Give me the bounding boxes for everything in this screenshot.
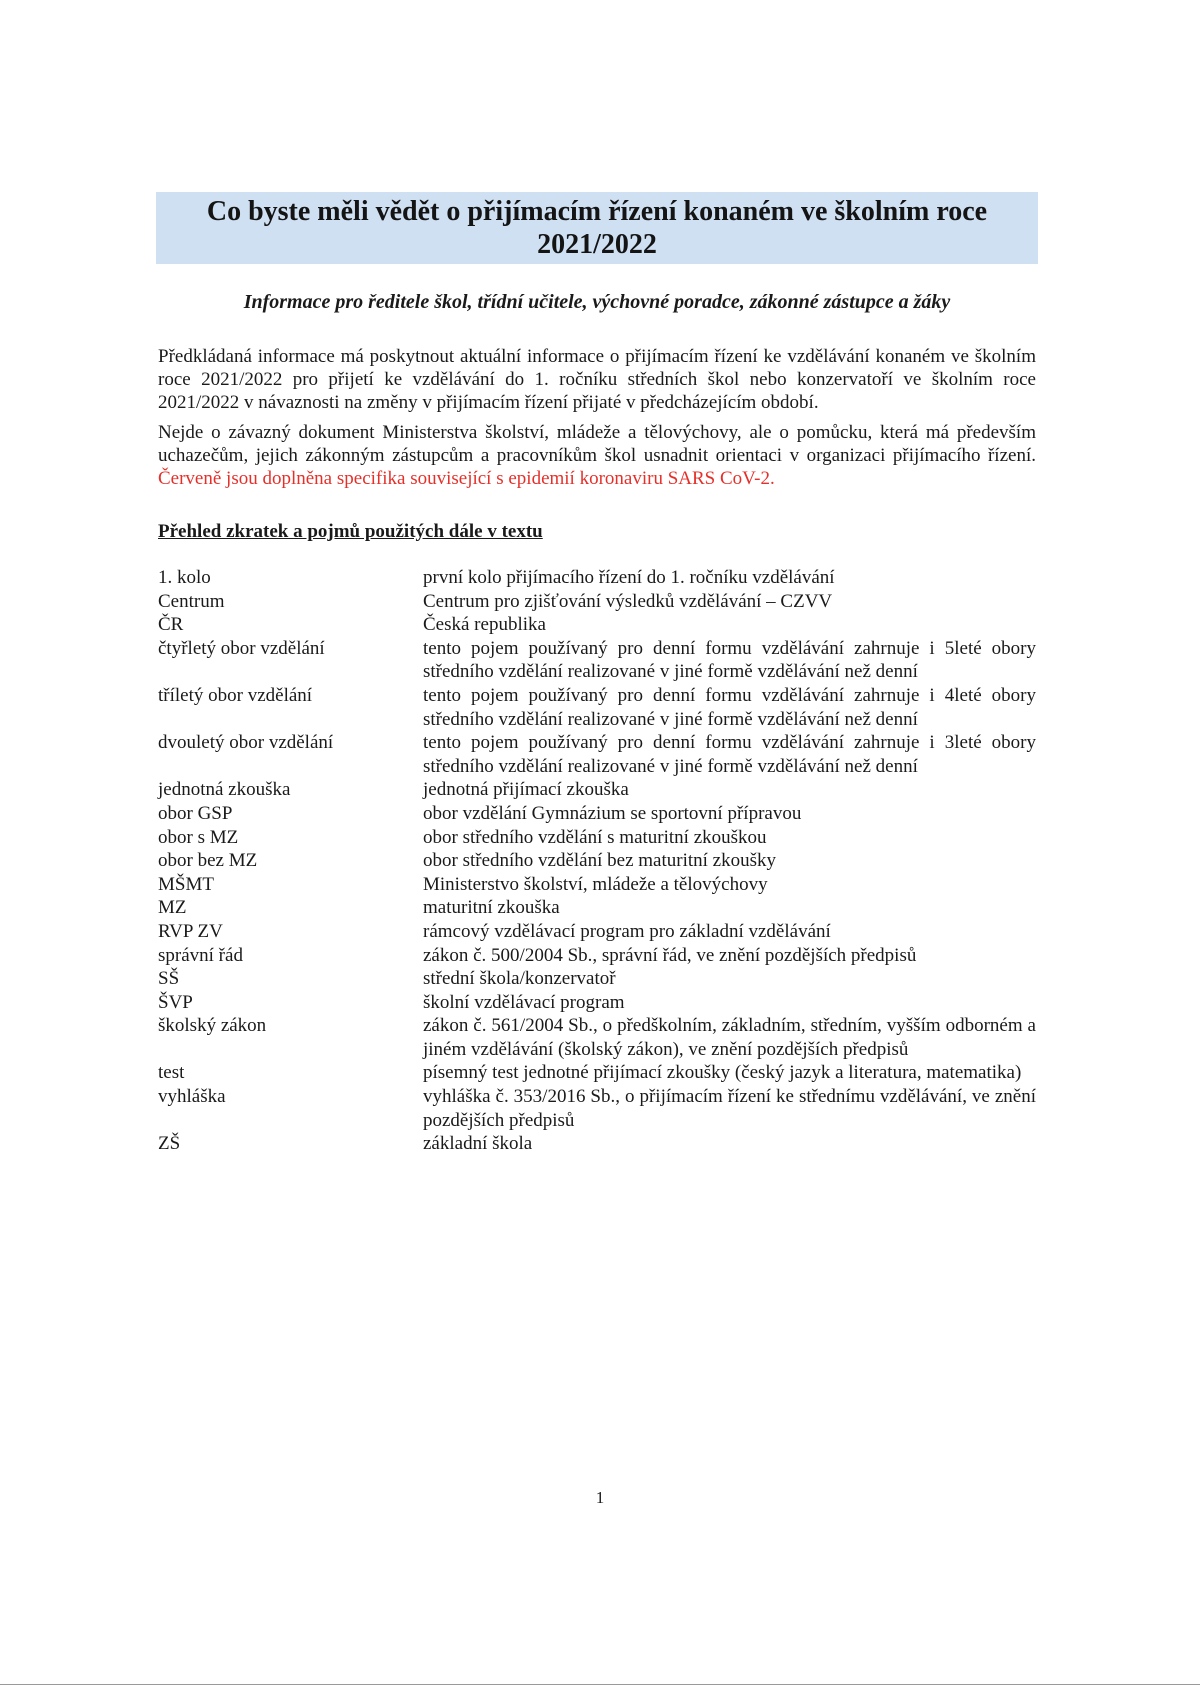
glossary-term: SŠ: [158, 968, 180, 990]
glossary-row: [158, 1061, 1036, 1085]
glossary-definition: zákon č. 561/2004 Sb., o předškolním, základním, středním, vyšším odborném a jiném vzdělávání (školský zákon), ve znění pozdějších předpisů: [423, 1015, 1036, 1060]
glossary-definition: vyhláška č. 353/2016 Sb., o přijímacím řízení ke střednímu vzdělávání, ve znění pozdějších předpisů: [423, 1086, 1036, 1131]
glossary-term: ZŠ: [158, 1133, 181, 1155]
glossary-definition: školní vzdělávací program: [423, 991, 625, 1013]
glossary-term: obor s MZ: [158, 826, 239, 848]
glossary-definition: tento pojem používaný pro denní formu vzdělávání zahrnuje i 3leté obory středního vzdělání realizované v jiné formě vzdělávání než denní: [423, 732, 1036, 777]
glossary-row: [158, 731, 1036, 778]
glossary-term: obor bez MZ: [158, 850, 258, 872]
glossary-definition: střední škola/konzervatoř: [423, 968, 616, 990]
glossary-row: [158, 849, 1036, 873]
glossary-definition: obor vzdělání Gymnázium se sportovní přípravou: [423, 802, 802, 824]
glossary-row: [158, 920, 1036, 944]
glossary-row: [158, 566, 1036, 590]
glossary-definition: zákon č. 500/2004 Sb., správní řád, ve znění pozdějších předpisů: [423, 944, 917, 966]
glossary-definition: rámcový vzdělávací program pro základní vzdělávání: [423, 920, 831, 942]
glossary-row: [158, 802, 1036, 826]
glossary-term: vyhláška: [158, 1086, 226, 1108]
glossary-row: [158, 991, 1036, 1015]
glossary-body: [158, 566, 1036, 1156]
glossary-definition: Ministerstvo školství, mládeže a tělovýchovy: [423, 873, 768, 895]
glossary-table: [158, 566, 1036, 1156]
document-subtitle: Informace pro ředitele škol, třídní učitele, výchovné poradce, zákonné zástupce a žáky: [243, 291, 951, 313]
glossary-row: [158, 778, 1036, 802]
document-title-line-1: Co byste měli vědět o přijímacím řízení konaném ve školním roce: [206, 196, 988, 227]
glossary-row: [158, 613, 1036, 637]
glossary-row: [158, 1085, 1036, 1132]
glossary-definition: obor středního vzdělání s maturitní zkouškou: [423, 826, 767, 848]
glossary-term: jednotná zkouška: [158, 779, 291, 801]
glossary-term: Centrum: [158, 590, 225, 612]
glossary-term: ŠVP: [158, 991, 193, 1013]
glossary-term: test: [158, 1062, 185, 1084]
glossary-row: [158, 1132, 1036, 1156]
document-title-line-2: 2021/2022: [537, 229, 657, 260]
glossary-term: obor GSP: [158, 802, 233, 824]
glossary-term: 1. kolo: [158, 567, 211, 588]
glossary-definition: Centrum pro zjišťování výsledků vzdělávání – CZVV: [423, 590, 833, 612]
glossary-term: ČR: [158, 614, 184, 636]
intro-paragraph-1-text: Předkládaná informace má poskytnout aktuální informace o přijímacím řízení ke vzdělávání konaném ve školním roce 2021/2022 pro přijetí ke vzdělávání do 1. ročníku středních škol nebo konzervatoří ve školním roce 2021/2022 v návaznosti na změny v přijímacím řízení přijaté v předcházejícím období.: [158, 346, 1036, 413]
glossary-heading: Přehled zkratek a pojmů použitých dále v textu: [158, 521, 543, 542]
glossary-definition: Česká republika: [423, 614, 546, 636]
glossary-row: [158, 684, 1036, 731]
glossary-term: správní řád: [158, 944, 243, 966]
glossary-row: [158, 967, 1036, 991]
glossary-term: čtyřletý obor vzdělání: [158, 637, 325, 659]
glossary-definition: základní škola: [423, 1133, 533, 1155]
glossary-definition: tento pojem používaný pro denní formu vzdělávání zahrnuje i 5leté obory středního vzdělání realizované v jiné formě vzdělávání než denní: [423, 637, 1036, 683]
glossary-row: [158, 637, 1036, 684]
glossary-row: [158, 1014, 1036, 1061]
glossary-row: [158, 590, 1036, 614]
glossary-term: dvouletý obor vzdělání: [158, 732, 334, 754]
glossary-term: MŠMT: [158, 873, 214, 895]
page-number: 1: [595, 1488, 605, 1507]
glossary-definition: písemný test jednotné přijímací zkoušky (český jazyk a literatura, matematika): [423, 1062, 1022, 1084]
intro-paragraph-2-text: Nejde o závazný dokument Ministerstva školství, mládeže a tělovýchovy, ale o pomůcku, která má především uchazečům, jejich zákonným zástupcům a pracovníkům škol usnadnit orientaci v organizaci přijímacího řízení.: [158, 422, 1036, 466]
intro-paragraph-1: [158, 345, 1036, 414]
glossary-row: [158, 896, 1036, 920]
glossary-definition: obor středního vzdělání bez maturitní zkoušky: [423, 850, 776, 872]
glossary-row: [158, 826, 1036, 850]
glossary-definition: maturitní zkouška: [423, 897, 560, 919]
glossary-term: RVP ZV: [158, 920, 223, 942]
intro-paragraph-2: [158, 421, 1036, 490]
glossary-row: [158, 944, 1036, 968]
glossary-term: tříletý obor vzdělání: [158, 684, 313, 706]
epidemic-note-red: Červeně jsou doplněna specifika související s epidemií koronaviru SARS CoV-2.: [158, 468, 775, 489]
glossary-definition: tento pojem používaný pro denní formu vzdělávání zahrnuje i 4leté obory středního vzdělání realizované v jiné formě vzdělávání než denní: [423, 684, 1036, 730]
glossary-row: [158, 873, 1036, 897]
glossary-term: školský zákon: [158, 1015, 267, 1037]
glossary-term: MZ: [158, 897, 187, 919]
glossary-definition: jednotná přijímací zkouška: [423, 779, 629, 801]
bottom-scan-line: [0, 1684, 1200, 1685]
glossary-definition: první kolo přijímacího řízení do 1. ročníku vzdělávání: [423, 567, 835, 588]
document-title-box: [156, 192, 1038, 264]
